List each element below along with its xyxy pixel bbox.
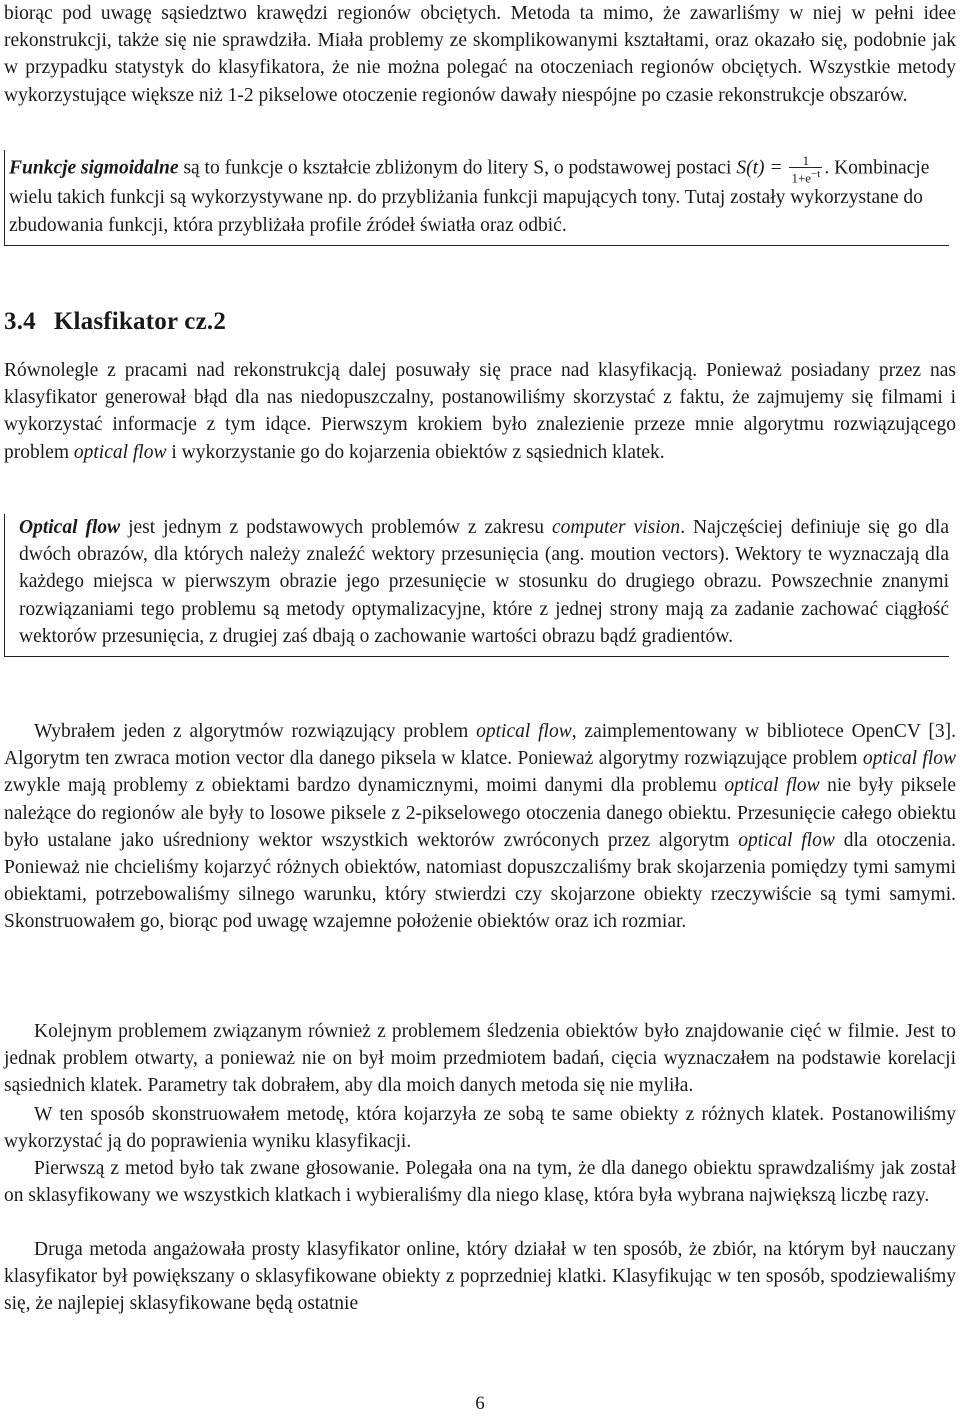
chosen-italic-3: optical flow xyxy=(724,775,820,797)
page-number: 6 xyxy=(475,1393,485,1414)
method-paragraph: W ten sposób skonstruowałem metodę, która kojarzyła ze sobą te same obiekty z różnych klatek. Postanowiliśmy wykorzystać ją do poprawienia wyniku klasyfikacji. xyxy=(4,1104,956,1153)
online-classifier-paragraph: Druga metoda angażowała prosty klasyfikator online, który działał w ten sposób, że zbiór, na którym był nauczany klasyfikator był powiększany o sklasyfikowane obiekty z poprzedniej klatki. Klasyfikując w ten sposób, spodziewaliśmy się, że najlepiej sklasyfikowane będą ostatnie xyxy=(4,1239,956,1315)
classifier-text-b: i wykorzystanie go do kojarzenia obiektów z sąsiednich klatek. xyxy=(166,441,665,463)
optical-flow-text-b: . Najczęściej definiuje się go dla dwóch obrazów, dla których należy znaleźć wektory przesunięcia (ang. moution vectors). Wektory te wyznaczają dla każdego miejsca w pierwszym obrazie jego przesunięcie w stosunku do drugiego obrazu. Powszechnie znanymi rozwiązaniami tego problemu są metody optymalizacyjne, które z jednej strony mają za zadanie zachować ciągłość wektorów przesunięcia, z drugiej zaś dbają o zachowanie wartości obrazu bądź gradientów. xyxy=(19,517,949,647)
chosen-text-b: , zaimplementowany w bibliotece OpenCV [3]. Algorytm ten zwraca motion vector dla danego piksela w klatce. Ponieważ algorytmy rozwiązujące problem xyxy=(4,721,956,770)
sigmoid-definition-box xyxy=(4,150,949,246)
fraction-exponent: −t xyxy=(811,168,821,180)
optical-flow-italic: computer vision xyxy=(552,517,681,538)
optical-flow-definition-box xyxy=(4,514,949,657)
optical-flow-text-a: jest jednym z podstawowych problemów z zakresu xyxy=(120,517,552,538)
voting-paragraph: Pierwszą z metod było tak zwane głosowanie. Polegała ona na tym, że dla danego obiektu sprawdzaliśmy jak został on sklasyfikowany we wszystkich klatkach i wybieraliśmy dla niego klasę, która była wybrana największą liczbę razy. xyxy=(4,1158,956,1207)
cut-detection-paragraph: Kolejnym problemem związanym również z problemem śledzenia obiektów było znajdowanie cięć w filmie. Jest to jednak problem otwarty, a ponieważ nie on był moim przedmiotem badań, cięcia wyznaczałem na podstawie korelacji sąsiednich klatek. Parametry tak dobrałem, aby dla moich danych metoda się nie myliła. xyxy=(4,1021,956,1097)
sigmoid-fraction xyxy=(789,154,822,184)
classifier-italic: optical flow xyxy=(73,441,167,463)
sigmoid-formula-lhs: S(t) = xyxy=(736,157,788,179)
optical-flow-paragraph xyxy=(19,514,949,650)
classifier-text-a: Równolegle z pracami nad rekonstrukcją dalej posuwały się prace nad klasyfikacją. Ponieważ posiadany przez nas klasyfikator generował błąd dla nas niedopuszczalny, postanowiliśmy skorzystać z faktu, że zajmujemy się filmami i wykorzystać informacje z tym idące. Pierwszym krokiem było znalezienie przeze mnie algorytmu rozwiązującego problem xyxy=(4,360,956,463)
chosen-text-c: zwykle mają problemy z obiektami bardzo dynamicznymi, moimi danymi dla problemu xyxy=(4,775,725,797)
section-number: 3.4 xyxy=(4,308,36,335)
optical-flow-term: Optical flow xyxy=(19,517,121,538)
fraction-denominator-base: 1+e xyxy=(791,170,812,186)
chosen-algorithm-paragraph xyxy=(4,718,956,936)
classifier-paragraph xyxy=(4,357,956,466)
chosen-italic-4: optical flow xyxy=(738,829,835,851)
fraction-numerator: 1 xyxy=(789,154,822,168)
chosen-italic-2: optical flow xyxy=(862,748,956,770)
fraction-denominator xyxy=(789,168,822,184)
sigmoid-term: Funkcje sigmoidalne xyxy=(9,157,179,179)
sigmoid-text-b: . Kombinacje wielu takich funkcji są wykorzystywane np. do przybliżania funkcji mapujących tony. Tutaj zostały wykorzystane do zbudowania funkcji, która przybliżała profile źródeł światła oraz odbić. xyxy=(9,157,930,236)
chosen-text-e: dla otoczenia. Ponieważ nie chcieliśmy kojarzyć różnych obiektów, natomiast dopuszczaliśmy brak skojarzenia pomiędzy tymi samymi obiektami, potrzebowaliśmy silnego warunku, który stwierdzi czy skojarzone obiekty rzeczywiście są tymi samymi. Skonstruowałem go, biorąc pod uwagę wzajemne położenie obiektów oraz ich rozmiar. xyxy=(4,829,956,933)
sigmoid-text-a: są to funkcje o kształcie zbliżonym do litery S, o podstawowej postaci xyxy=(178,157,732,179)
chosen-text-d: nie były piksele należące do regionów ale były to losowe piksele z 2-pikselowego otoczenia danego obiektu. Przesunięcie całego obiektu było ustalane jako uśredniony wektor wszystkich wektorów zwróconych przez algorytm xyxy=(4,775,956,851)
chosen-text-a: Wybrałem jeden z algorytmów rozwiązujący problem xyxy=(34,721,477,742)
intro-paragraph: biorąc pod uwagę sąsiedztwo krawędzi regionów obciętych. Metoda ta mimo, że zawarliśmy w niej w pełni idee rekonstrukcji, także się nie sprawdziła. Miała problemy ze skomplikowanymi kształtami, oraz okazało się, podobnie jak w przypadku statystyk do klasyfikatora, że nie można polegać na otoczeniach regionów obciętych. Wszystkie metody wykorzystujące większe niż 1-2 pikselowe otoczenie regionów dawały niespójne po czasie rekonstrukcje obszarów. xyxy=(4,3,956,106)
chosen-italic-1: optical flow xyxy=(476,721,572,742)
section-heading xyxy=(4,308,226,336)
section-title: Klasfikator cz.2 xyxy=(53,308,227,335)
